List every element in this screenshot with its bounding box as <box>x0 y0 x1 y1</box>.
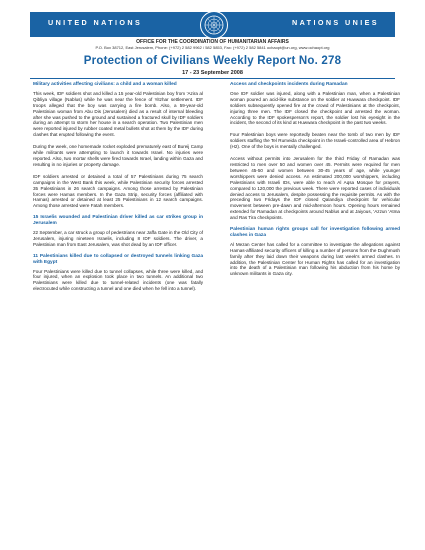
section-heading: Access and checkpoints incidents during Ramadan <box>230 82 348 87</box>
paragraph: This week, IDF soldiers shot and killed a 15 year-old Palestinian boy from 'Azira al Qibliya village (Nablus) while he was near the fence of Yitzhar settlement. IDF troops alleged that the boy was carrying a fire bomb. Also, a 59-year-old Palestinian woman from Abu Dis (Jerusalem) died as a result of internal bleeding after she was pushed to the ground and sustained a fractured skull by IDF soldiers during an attempt to storm her house in a search operation. Two Palestinian men were reported injured by rubber coated metal bullets shot at them by the IDF during clashes that erupted following the event. <box>33 90 203 138</box>
paragraph: Al Mezan Center has called for a committee to investigate the allegations against Hamas-affiliated security officers of killing a number of persons from the Dughmush family after they laid down their weapons during last week's armed clashes. In addition, the Palestinian Center for Human Rights has called for an investigation into the death of a Palestinian man following his abduction from his home by unknown militants in Gaza city. <box>230 241 400 277</box>
banner-right-text: NATIONS UNIES <box>292 18 379 27</box>
paragraph: Four Palestinians were killed due to tunnel collapses, while three were killed, and four injured, when an explosion took place in two tunnels. An additional two Palestinians were killed due to tunnel-related incidents (one was fatally electrocuted while constructing a tunnel and one died when he fell into a tunnel). <box>33 268 203 292</box>
office-name: OFFICE FOR THE COORDINATION OF HUMANITARIAN AFFAIRS <box>136 39 289 45</box>
paragraph: 22 September, a car struck a group of pedestrians near Jaffa Gate in the Old City of Jerusalem, injuring nineteen Israelis, including 8 IDF soldiers. The driver, a Palestinian man from East Jerusalem, was shot dead by an IDF officer. <box>33 230 203 247</box>
header-divider <box>30 78 395 79</box>
section-heading: 15 Israelis wounded and Palestinian driver killed as car strikes group in Jerusalem <box>33 215 203 227</box>
right-column <box>230 82 400 283</box>
paragraph: One IDF soldier was injured, along with a Palestinian man, when a Palestinian woman poured an acid-like substance on the soldier at Huwwara checkpoint. IDF soldiers subsequently opened fire at the crowd of Palestinians at the checkpoint, injuring three men. The IDF closed the checkpoint and arrested the woman. According to the IDF spokesperson's report, the soldier lost his eyesight in the incident, the second of its kind at Huwwara checkpoint in the past two weeks. <box>230 90 400 126</box>
paragraph: Access without permits into Jerusalem for the third Friday of Ramadan was restricted to men over 50 and women over 45. Permits were required for men between 45-50 and women between 30-45 years of age, while younger worshippers were denied access. An estimated 200,000 worshippers, including Palestinians with Israeli IDs, were able to reach Al Aqsa Mosque for prayers, compared to 120,000 the previous week. There were reported cases of individuals denied access to Jerusalem, despite possessing the requisite permits. As with the preceding two Fridays the IDF closed Qalandiya checkpoint for vehicular movement between pre-dawn and mid-afternoon hours. Opening hours remained extended for Ramadan at checkpoints around Nablus and at Jaiyous, 'Azzun 'Atma and Ras Tira checkpoints. <box>230 156 400 221</box>
paragraph: Four Palestinian boys were reportedly beaten near the tomb of two men by IDF soldiers staffing the Tel Rumeida checkpoint in the Israeli-controlled area of Hebron (H2). One of the boys is mentally challenged. <box>230 132 400 150</box>
section-heading: 11 Palestinians killed due to collapsed or destroyed tunnels linking Gaza with Egypt <box>33 253 203 265</box>
section-heading: Palestinian human rights groups call for investigation following armed clashes in Gaza <box>230 227 400 238</box>
left-column <box>33 82 203 298</box>
report-date: 17 - 23 September 2008 <box>182 70 243 76</box>
un-banner <box>30 12 395 37</box>
paragraph: IDF soldiers arrested or detained a total of 57 Palestinians during 75 search campaigns in the West Bank this week, while Palestinian security forces arrested 35 Palestinians in 26 search campaigns. Among those arrested by Palestinian forces were Hamas members. In the Gaza Strip, security forces (affiliated with Hamas) arrested or detained at least 25 Palestinians in 12 search campaigns. Among those arrested were Fatah members. <box>33 173 203 209</box>
un-emblem-icon <box>200 11 228 39</box>
section-heading: Military activities affecting civilians: a child and a woman killed <box>33 82 177 87</box>
contact-line: P.O. Box 38712, East Jerusalem, Phone: (+972) 2 582 9962 / 582 5853, Fax: (+972) 2 582 5841 ochaopt@un.org, www.ochaopt.org <box>95 45 330 50</box>
banner-left-text: UNITED NATIONS <box>48 18 143 27</box>
paragraph: During the week, one homemade rocket exploded prematurely east of Bureij Camp while militants were attempting to launch it towards Israel. No injuries were reported. Also, two mortar shells were fired towards Israel, landing within Gaza and resulting in no injuries or property damage. <box>33 144 203 167</box>
report-title: Protection of Civilians Weekly Report No. 278 <box>83 55 342 67</box>
